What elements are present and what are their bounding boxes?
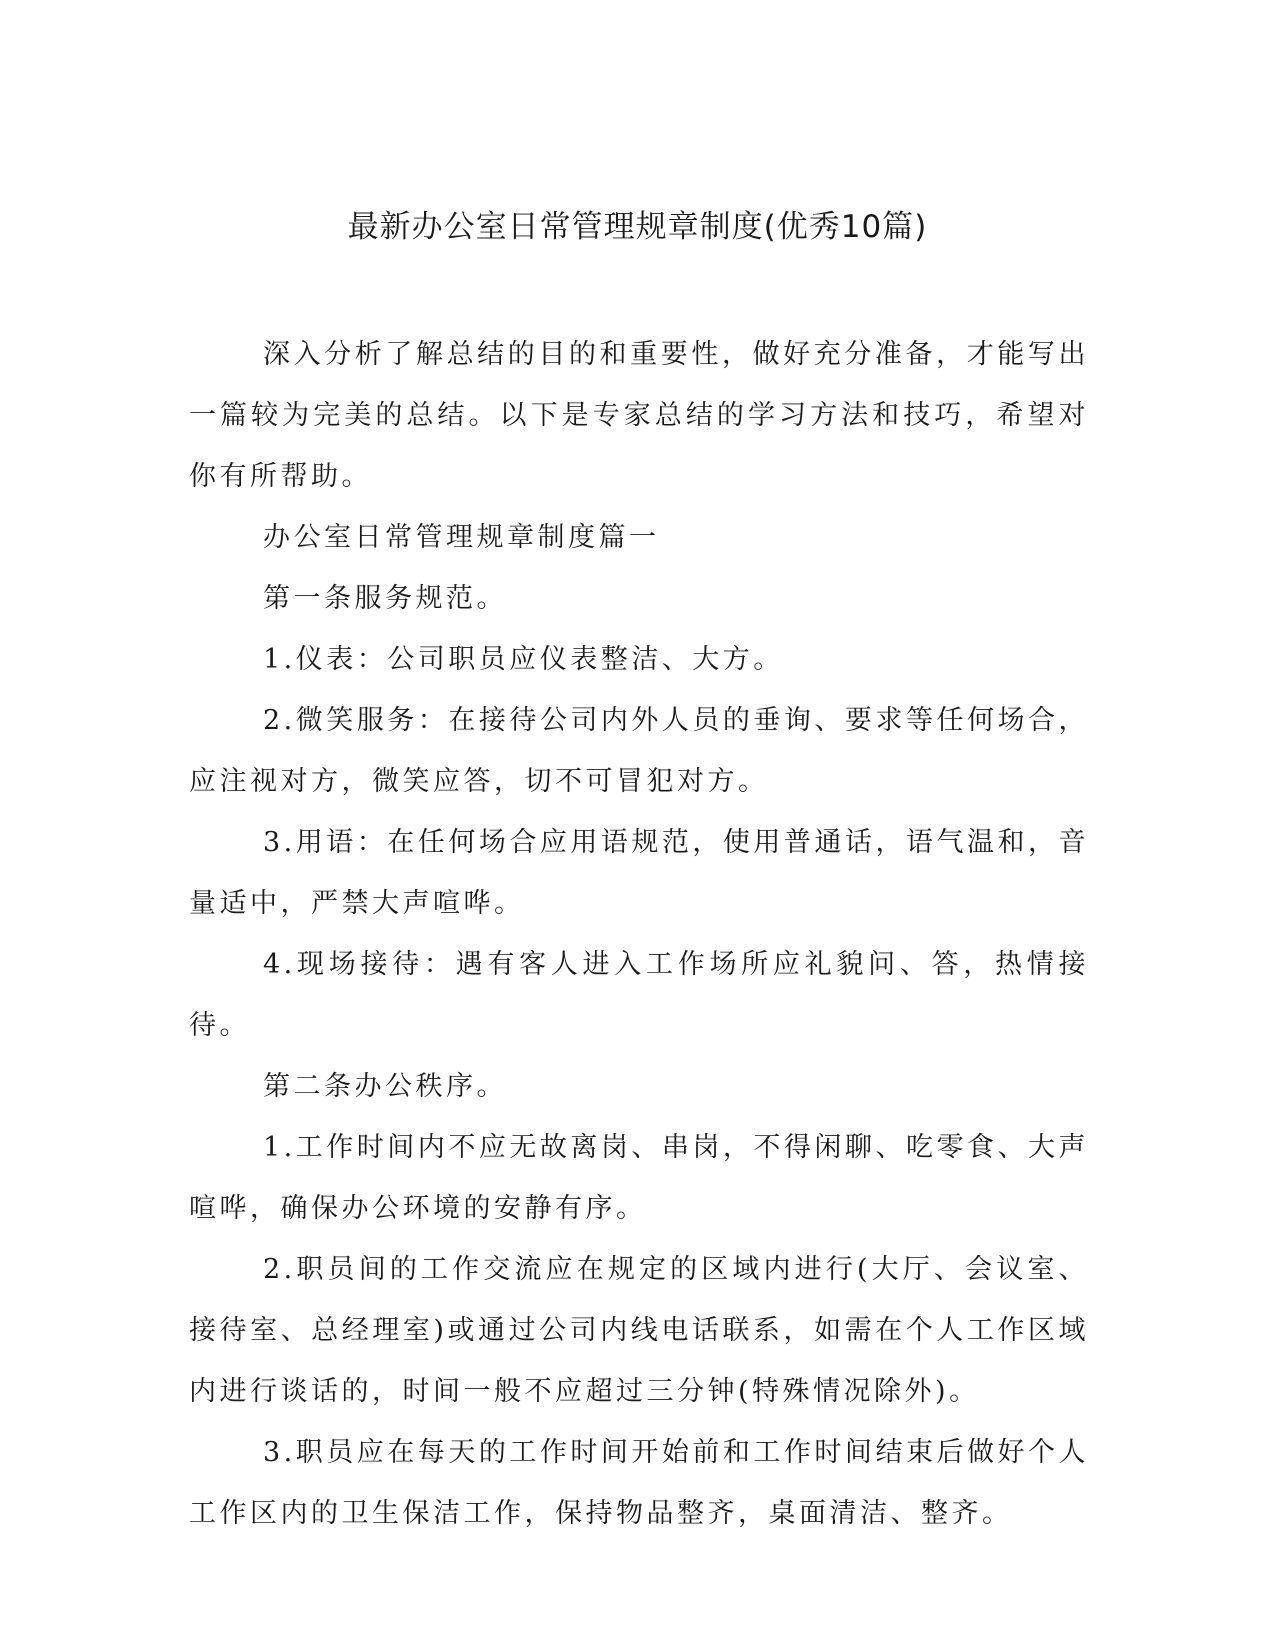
rule-item: 3.职员应在每天的工作时间开始前和工作时间结束后做好个人工作区内的卫生保洁工作，保持物品整齐，桌面清洁、整齐。 (189, 1437, 1089, 1529)
rule-item: 3.用语：在任何场合应用语规范，使用普通话，语气温和，音量适中，严禁大声喧哗。 (189, 827, 1089, 919)
section-heading: 办公室日常管理规章制度篇一 (263, 522, 660, 553)
article-heading: 第二条办公秩序。 (263, 1071, 507, 1102)
rule-item: 1.仪表：公司职员应仪表整洁、大方。 (263, 644, 784, 675)
rule-item: 4.现场接待：遇有客人进入工作场所应礼貌问、答，热情接待。 (189, 949, 1089, 1041)
rule-item: 2.微笑服务：在接待公司内外人员的垂询、要求等任何场合，应注视对方，微笑应答，切不可冒犯对方。 (189, 705, 1089, 797)
document-title: 最新办公室日常管理规章制度(优秀10篇) (347, 209, 928, 245)
rule-item: 2.职员间的工作交流应在规定的区域内进行(大厅、会议室、接待室、总经理室)或通过公司内线电话联系，如需在个人工作区域内进行谈话的，时间一般不应超过三分钟(特殊情况除外)。 (189, 1254, 1089, 1407)
intro-paragraph: 深入分析了解总结的目的和重要性，做好充分准备，才能写出一篇较为完美的总结。以下是专家总结的学习方法和技巧，希望对你有所帮助。 (189, 339, 1089, 492)
rule-item: 1.工作时间内不应无故离岗、串岗，不得闲聊、吃零食、大声喧哗，确保办公环境的安静有序。 (189, 1132, 1089, 1224)
article-heading: 第一条服务规范。 (263, 583, 507, 614)
document-body (189, 324, 1089, 1544)
